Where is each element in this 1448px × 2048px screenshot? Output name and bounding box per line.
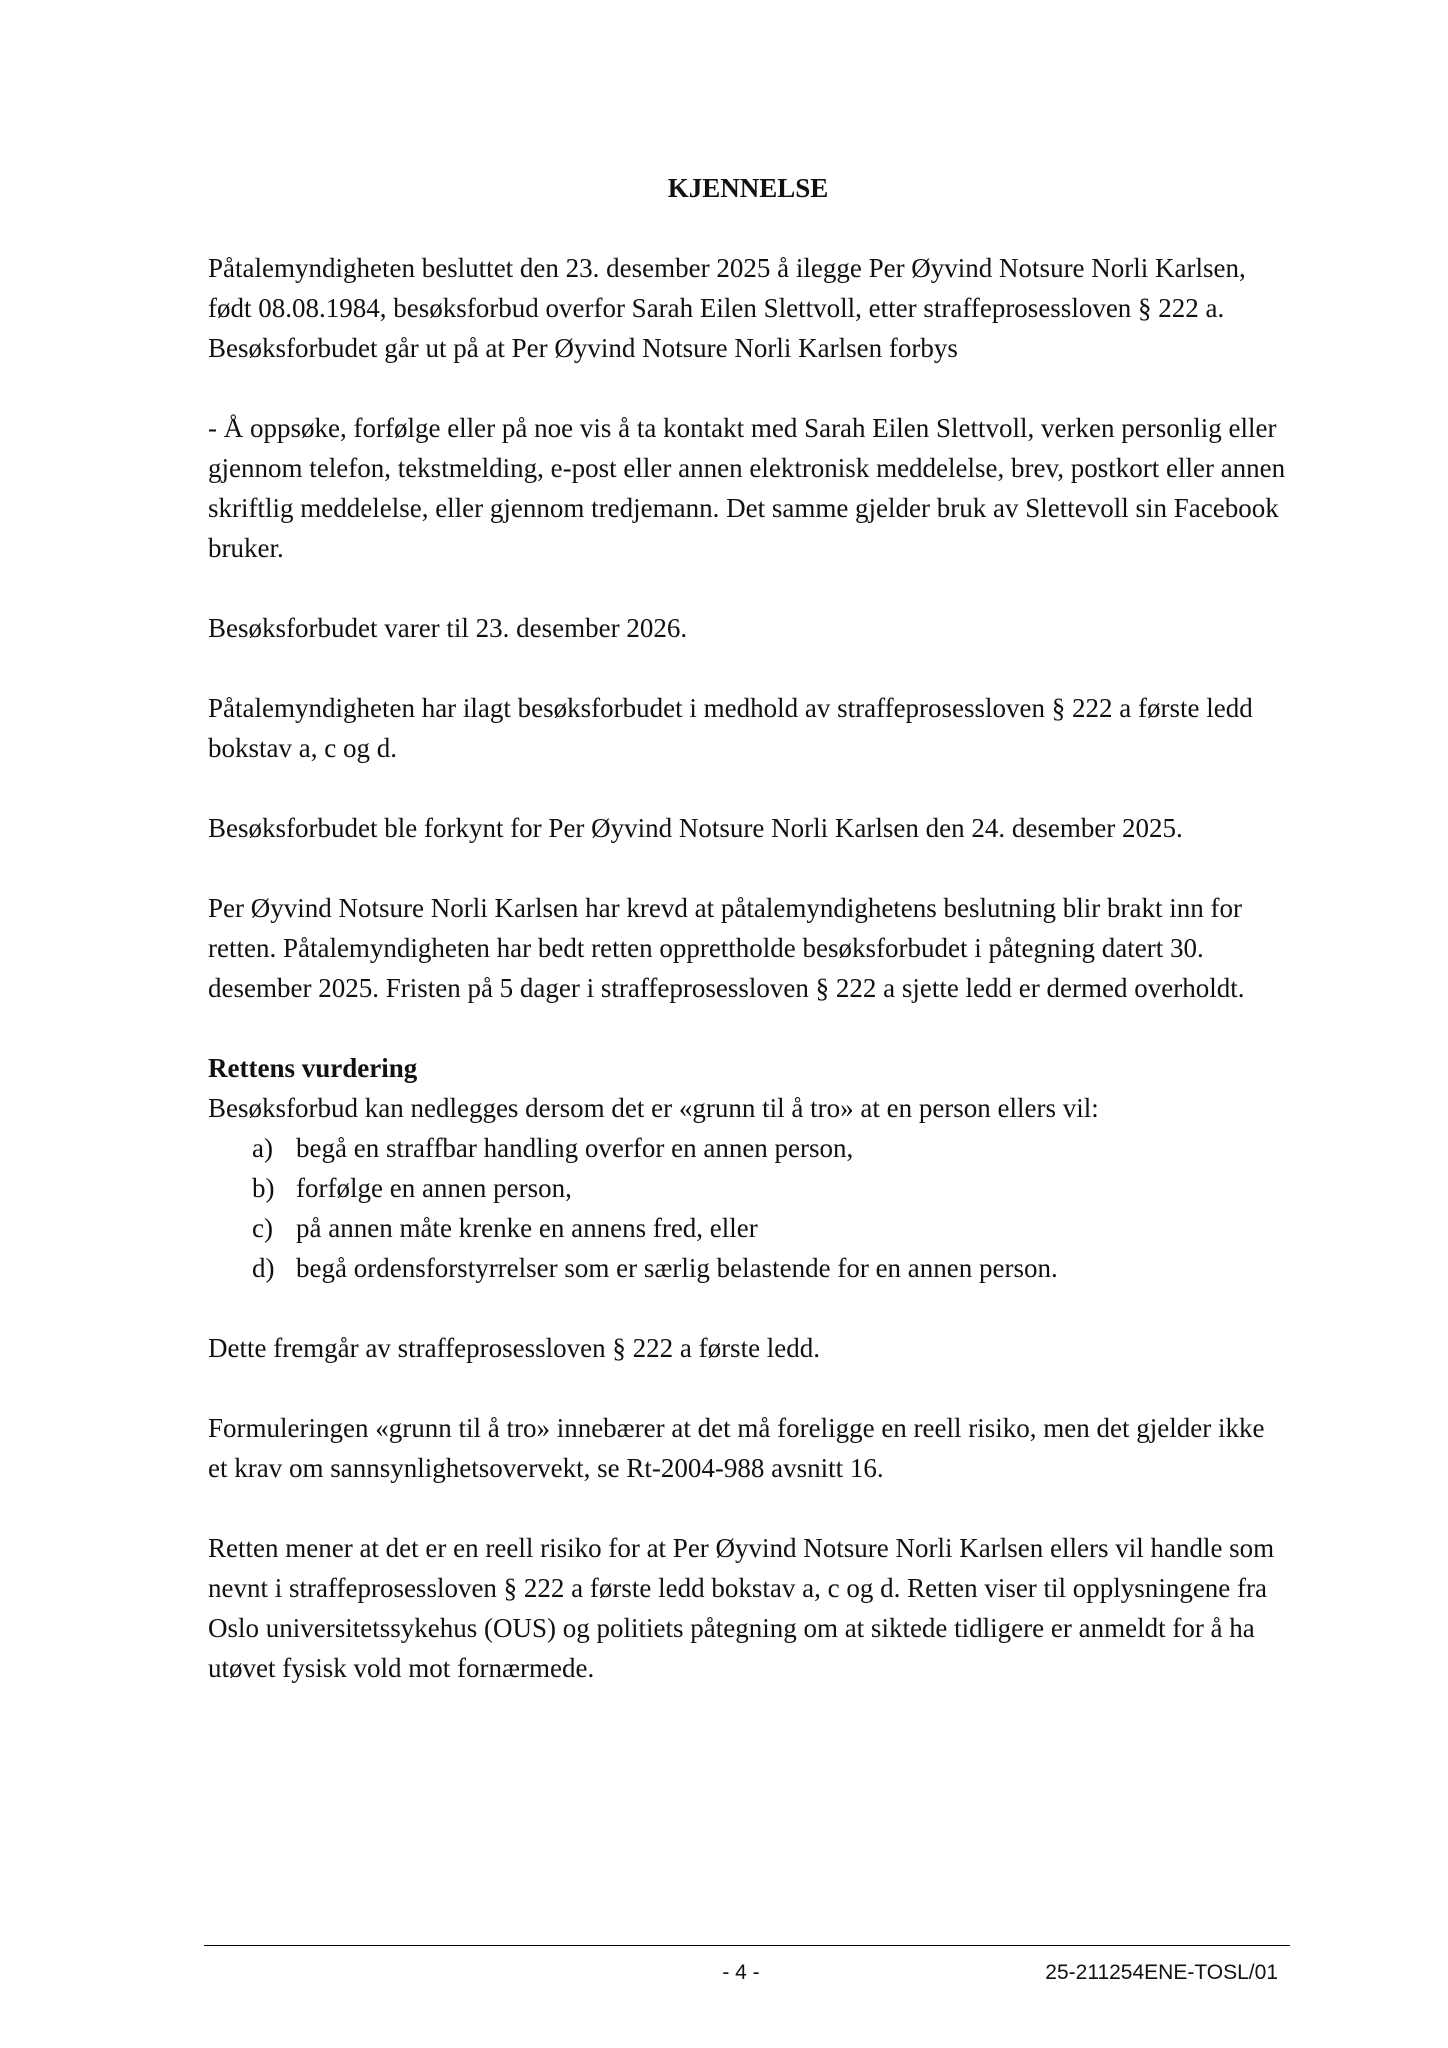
page-footer [204,1958,1278,1988]
paragraph-duration: Besøksforbudet varer til 23. desember 2026. [208,613,688,643]
list-item-text: på annen måte krenke en annens fred, eller [296,1213,758,1243]
case-number: 25-211254ENE-TOSL/01 [1045,1961,1278,1984]
section-intro: Besøksforbud kan nedlegges dersom det er «grunn til å tro» at en person ellers vil: [208,1093,1099,1123]
list-item [208,1168,1288,1208]
paragraph-court-request: Per Øyvind Notsure Norli Karlsen har krevd at påtalemyndighetens beslutning blir brakt inn for retten. Påtalemyndigheten har bedt retten opprettholde besøksforbudet i påtegning datert 30. desember 2025. Fristen på 5 dager i straffeprosessloven § 222 a sjette ledd er dermed overholdt. [208,893,1245,1003]
paragraph-service: Besøksforbudet ble forkynt for Per Øyvind Notsure Norli Karlsen den 24. desember 2025. [208,813,1183,843]
page-number: - 4 - [722,1961,760,1984]
paragraph-prohibition-terms: - Å oppsøke, forfølge eller på noe vis å ta kontakt med Sarah Eilen Slettvoll, verken personlig eller gjennom telefon, tekstmelding, e-post eller annen elektronisk meddelelse, brev, postkort eller annen skriftlig meddelelse, eller gjennom tredjemann. Det samme gjelder bruk av Slettevoll sin Facebook bruker. [208,413,1286,563]
paragraph-legal-basis: Påtalemyndigheten har ilagt besøksforbudet i medhold av straffeprosessloven § 222 a første ledd bokstav a, c og d. [208,693,1253,763]
paragraph-court-assessment: Retten mener at det er en reell risiko for at Per Øyvind Notsure Norli Karlsen ellers vil handle som nevnt i straffeprosessloven § 222 a første ledd bokstav a, c og d. Retten viser til opplysningene fra Oslo universitetssykehus (OUS) og politiets påtegning om at siktede tidligere er anmeldt for å ha utøvet fysisk vold mot fornærmede. [208,1533,1275,1683]
paragraph-decision: Påtalemyndigheten besluttet den 23. desember 2025 å ilegge Per Øyvind Notsure Norli Karlsen, født 08.08.1984, besøksforbud overfor Sarah Eilen Slettvoll, etter straffeprosessloven § 222 a. Besøksforbudet går ut på at Per Øyvind Notsure Norli Karlsen forbys [208,253,1246,363]
list-item [208,1128,1288,1168]
list-item [208,1248,1288,1288]
list-item-letter: d) [252,1253,275,1283]
criteria-list [208,1128,1288,1288]
section-heading: Rettens vurdering [208,1053,418,1083]
list-item [208,1208,1288,1248]
paragraph-source: Dette fremgår av straffeprosessloven § 222 a første ledd. [208,1333,821,1363]
list-item-letter: b) [252,1173,275,1203]
document-body [208,168,1288,1728]
document-title: KJENNELSE [667,173,829,203]
list-item-text: forfølge en annen person, [296,1173,572,1203]
paragraph-interpretation: Formuleringen «grunn til å tro» innebærer at det må foreligge en reell risiko, men det gjelder ikke et krav om sannsynlighetsovervekt, se Rt-2004-988 avsnitt 16. [208,1413,1265,1483]
list-item-text: begå en straffbar handling overfor en annen person, [296,1133,854,1163]
list-item-letter: c) [252,1213,273,1243]
list-item-text: begå ordensforstyrrelser som er særlig belastende for en annen person. [296,1253,1058,1283]
list-item-letter: a) [252,1133,273,1163]
footer-divider [204,1945,1290,1946]
